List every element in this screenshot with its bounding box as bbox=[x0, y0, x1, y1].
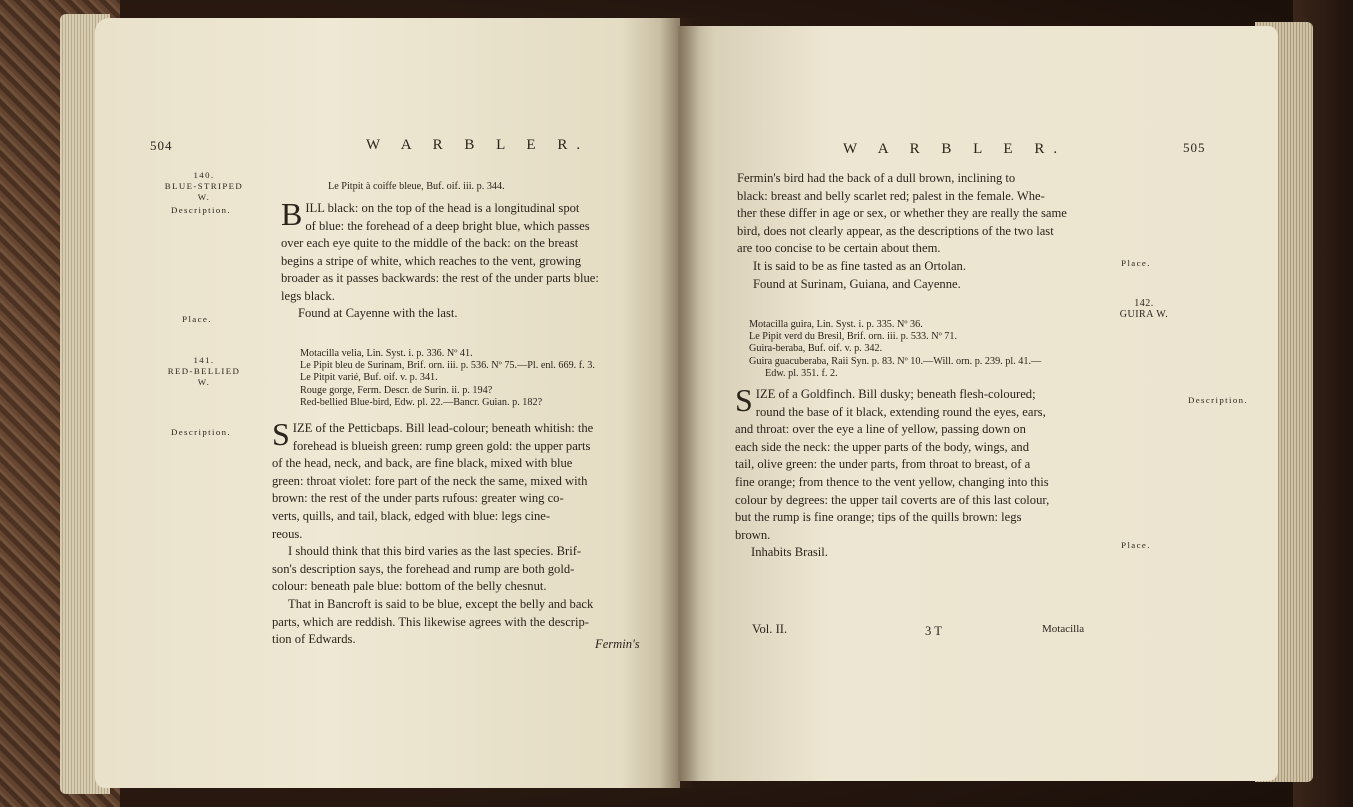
entry-141-line: tion of Edwards. bbox=[272, 632, 356, 647]
continuation-line: are too concise to be certain about them. bbox=[737, 241, 941, 256]
synonym-line: Motacilla velia, Lin. Syst. i. p. 336. Nº 41. bbox=[300, 348, 473, 359]
entry-141-line: I should think that this bird varies as the last species. Brif- bbox=[288, 544, 582, 559]
left-catchword: Fermin's bbox=[595, 637, 640, 651]
entry-141-line: forehead is blueish green: rump green gold: the upper parts bbox=[292, 438, 591, 453]
entry-140-label bbox=[150, 170, 258, 203]
entry-142-line: each side the neck: the upper parts of the body, wings, and bbox=[735, 439, 1029, 454]
entry-140-dropcap: B bbox=[281, 196, 303, 232]
entry-141-line: IZE of the Petticbaps. Bill lead-colour; beneath whitish: the bbox=[292, 421, 594, 435]
entry-140-line: of blue: the forehead of a deep bright blue, which passes bbox=[305, 218, 590, 233]
synonym-line: Edw. pl. 351. f. 2. bbox=[765, 367, 838, 379]
entry-140-synonym: Le Pitpit à coiffe bleue, Buf. oif. iii. p. 344. bbox=[328, 181, 505, 192]
entry-140-line: ILL black: on the top of the head is a longitudinal spot bbox=[305, 201, 580, 215]
synonym-line: Le Pipit verd du Bresil, Brif. orn. iii. p. 533. Nº 71. bbox=[749, 331, 958, 343]
left-running-head: W A R B L E R. bbox=[366, 137, 590, 153]
entry-141-synonyms bbox=[300, 348, 595, 409]
entry-141-line: reous. bbox=[272, 526, 303, 541]
entry-142-place-label: Place. bbox=[1121, 540, 1151, 550]
right-continuation bbox=[737, 170, 1137, 293]
synonym-line: Guira guacuberaba, Raii Syn. p. 83. Nº 10.—Will. orn. p. 239. pl. 41.— bbox=[749, 355, 1042, 367]
left-folio: 504 bbox=[150, 138, 173, 153]
entry-140-number: 140. bbox=[193, 170, 215, 180]
right-running-head: W A R B L E R. bbox=[843, 141, 1067, 157]
entry-141-name-2: W. bbox=[197, 377, 211, 387]
entry-140-line: broader as it passes backwards: the rest of the under parts blue: bbox=[281, 271, 599, 286]
entry-142-name: GUIRA W. bbox=[1119, 309, 1169, 320]
entry-142-line: and throat: over the eye a line of yellow, passing down on bbox=[735, 422, 1026, 437]
entry-140-line: over each eye quite to the middle of the back: on the breast bbox=[281, 236, 579, 251]
entry-141-line: brown: the rest of the under parts rufous: greater wing co- bbox=[272, 491, 564, 506]
right-folio: 505 bbox=[1183, 140, 1206, 155]
synonym-line: Motacilla guira, Lin. Syst. i. p. 335. Nº 36. bbox=[749, 319, 923, 330]
entry-140-description-label: Description. bbox=[170, 205, 232, 215]
synonym-line: Rouge gorge, Ferm. Descr. de Surin. ii. p. 194? bbox=[300, 384, 493, 396]
signature-volume: Vol. II. bbox=[752, 622, 788, 636]
right-catchword: Motacilla bbox=[1042, 623, 1085, 635]
entry-141-description bbox=[272, 416, 667, 649]
book-gutter bbox=[660, 18, 700, 788]
signature-mark: 3 T bbox=[925, 624, 942, 638]
entry-140-name-1: BLUE-STRIPED bbox=[164, 181, 244, 191]
entry-142-synonyms bbox=[749, 319, 1041, 380]
entry-141-line: That in Bancroft is said to be blue, except the belly and back bbox=[288, 596, 594, 611]
entry-141-line: son's description says, the forehead and rump are both gold- bbox=[272, 561, 575, 576]
entry-140-line: legs black. bbox=[281, 288, 335, 303]
synonym-line: Guira-beraba, Buf. oif. v. p. 342. bbox=[749, 343, 883, 355]
entry-141-line: green: throat violet: fore part of the neck the same, mixed with bbox=[272, 473, 588, 488]
entry-141-dropcap: S bbox=[272, 416, 290, 452]
synonym-line: Le Pitpit varié, Buf. oif. v. p. 341. bbox=[300, 372, 438, 384]
continuation-line: black: breast and belly scarlet red; palest in the female. Whe- bbox=[737, 188, 1045, 203]
right-place-label-1: Place. bbox=[1121, 258, 1151, 268]
entry-141-number: 141. bbox=[193, 355, 215, 365]
entry-142-line: colour by degrees: the upper tail coverts are of this last colour, bbox=[735, 492, 1050, 507]
entry-140-line: begins a stripe of white, which reaches to the vent, growing bbox=[281, 253, 582, 268]
entry-141-name-1: RED-BELLIED bbox=[167, 366, 241, 376]
entry-142-label bbox=[1094, 298, 1194, 320]
continuation-line: ther these differ in age or sex, or whether they are really the same bbox=[737, 206, 1067, 221]
entry-141-description-label: Description. bbox=[170, 427, 232, 437]
continuation-line: bird, does not clearly appear, as the descriptions of the two last bbox=[737, 223, 1054, 238]
entry-142-dropcap: S bbox=[735, 382, 753, 418]
entry-142-description bbox=[735, 382, 1155, 562]
entry-140-place-text: Found at Cayenne with the last. bbox=[298, 306, 458, 320]
entry-141-line: parts, which are reddish. This likewise agrees with the descrip- bbox=[272, 614, 589, 629]
entry-140-name-2: W. bbox=[197, 192, 211, 202]
entry-142-number: 142. bbox=[1134, 298, 1154, 309]
entry-140-description bbox=[281, 196, 666, 306]
entry-142-line: fine orange; from thence to the vent yellow, changing into this bbox=[735, 474, 1049, 489]
continuation-line: Fermin's bird had the back of a dull brown, inclining to bbox=[737, 171, 1016, 185]
entry-141-line: of the head, neck, and back, are fine black, mixed with blue bbox=[272, 456, 573, 471]
entry-142-inhabits: Inhabits Brasil. bbox=[751, 545, 828, 560]
entry-141-line: colour: beneath pale blue: bottom of the belly chesnut. bbox=[272, 579, 547, 594]
entry-142-line: IZE of a Goldfinch. Bill dusky; beneath flesh-coloured; bbox=[755, 387, 1036, 401]
entry-141-line: verts, quills, and tail, black, edged with blue: legs cine- bbox=[272, 508, 551, 523]
entry-142-line: round the base of it black, extending round the eyes, ears, bbox=[755, 404, 1046, 419]
continuation-line: It is said to be as fine tasted as an Ortolan. bbox=[753, 258, 966, 273]
synonym-line: Red-bellied Blue-bird, Edw. pl. 22.—Bancr. Guian. p. 182? bbox=[300, 396, 543, 408]
entry-140-place-label: Place. bbox=[182, 314, 212, 324]
entry-142-line: tail, olive green: the under parts, from throat to breast, of a bbox=[735, 457, 1031, 472]
synonym-line: Le Pipit bleu de Surinam, Brif. orn. iii. p. 536. Nº 75.—Pl. enl. 669. f. 3. bbox=[300, 360, 595, 372]
entry-142-description-label: Description. bbox=[1187, 395, 1249, 405]
entry-142-line: brown. bbox=[735, 527, 771, 542]
entry-141-label bbox=[150, 355, 258, 388]
entry-142-line: but the rump is fine orange; tips of the quills brown: legs bbox=[735, 510, 1022, 525]
continuation-line: Found at Surinam, Guiana, and Cayenne. bbox=[753, 276, 961, 291]
